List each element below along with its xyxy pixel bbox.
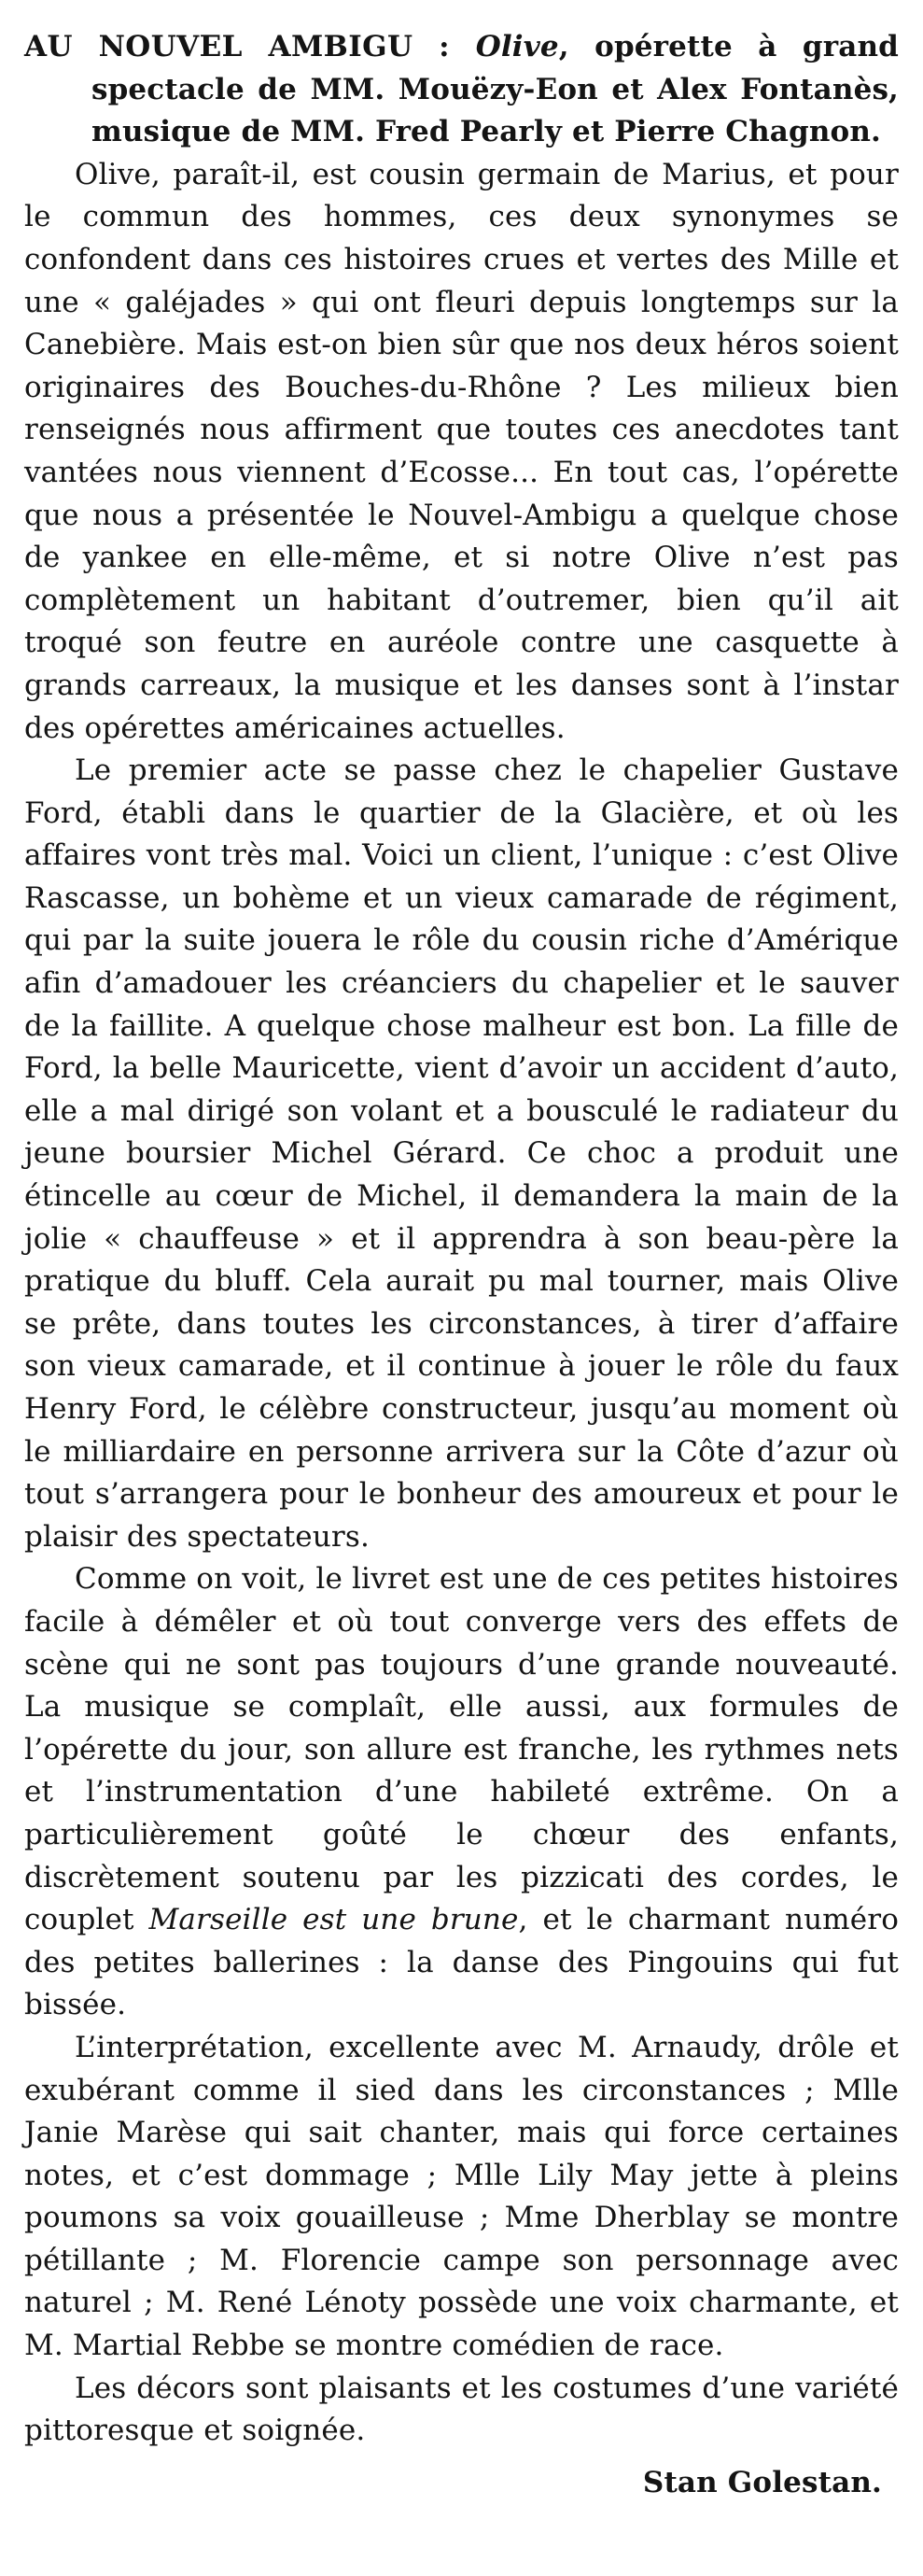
paragraph-intro: Olive, paraît-il, est cousin germain de Marius, et pour le commun des hommes, ces deux synonymes se confondent dans ces histoires crues et vertes des Mille et une « galéjades » qui ont fleuri depuis longtemps sur la Canebière. Mais est-on bien sûr que nos deux héros soient originaires des Bouches-du-Rhône ? Les milieux bien renseignés nous affirment que toutes ces anecdotes tant vantées nous viennent d’Ecosse... En tout cas, l’opérette que nous a présentée le Nouvel-Ambigu a quelque chose de yankee en elle-même, et si notre Olive n’est pas complètement un habitant d’outremer, bien qu’il ait troqué son feutre en auréole contre une casquette à grands carreaux, la musique et les danses sont à l’instar des opérettes américaines actuelles. <box>24 157 899 745</box>
paragraph-music-text-1: Comme on voit, le livret est une de ces petites histoires facile à démêler et où tout converge vers des effets de scène qui ne sont pas toujours d’une grande nouveauté. La musique se complaît, elle aussi, aux formules de l’opérette du jour, son allure est franche, les rythmes nets et l’instrumentation d’une habileté extrême. On a particulièrement goûté le chœur des enfants, discrètement soutenu par les pizzicati des cordes, le couplet <box>24 1562 899 1937</box>
paragraph-cast: L’interprétation, excellente avec M. Arnaudy, drôle et exubérant comme il sied dans les circonstances ; Mlle Janie Marèse qui sait chanter, mais qui force certaines notes, et c’est dommage ; Mlle Lily May jette à pleins poumons sa voix gouailleuse ; Mme Dherblay se montre pétillante ; M. Florencie campe son personnage avec naturel ; M. René Lénoty possède une voix charmante, et M. Martial Rebbe se montre comédien de race. <box>24 2030 899 2363</box>
paragraph-music <box>24 1558 899 2027</box>
article-heading <box>24 26 899 154</box>
author-signature: Stan Golestan. <box>642 2465 882 2499</box>
heading-credits: , opérette à grand spectacle de MM. Mouëzy-Eon et Alex Fontanès, musique de MM. Fred Pearly et Pierre Chagnon. <box>91 30 899 149</box>
paragraph-music-text-2: , et le charmant numéro des petites ballerines : la danse des Pingouins qui fut bissée. <box>24 1903 900 2022</box>
paragraph-plot: Le premier acte se passe chez le chapelier Gustave Ford, établi dans le quartier de la Glacière, et où les affaires vont très mal. Voici un client, l’unique : c’est Olive Rascasse, un bohème et un vieux camarade de régiment, qui par la suite jouera le rôle du cousin riche d’Amérique afin d’amadouer les créanciers du chapelier et le sauver de la faillite. A quelque chose malheur est bon. La fille de Ford, la belle Mauricette, vient d’avoir un accident d’auto, elle a mal dirigé son volant et a bousculé le radiateur du jeune boursier Michel Gérard. Ce choc a produit une étincelle au cœur de Michel, il demandera la main de la jolie « chauffeuse » et il apprendra à son beau-père la pratique du bluff. Cela aurait pu mal tourner, mais Olive se prête, dans toutes les circonstances, à tirer d’affaire son vieux camarade, et il continue à jouer le rôle du faux Henry Ford, le célèbre constructeur, jusqu’au moment où le milliardaire en personne arrivera sur la Côte d’azur où tout s’arrangera pour le bonheur des amoureux et pour le plaisir des spectateurs. <box>24 753 899 1554</box>
heading-venue: AU NOUVEL AMBIGU : <box>24 30 476 63</box>
song-title: Marseille est une brune <box>148 1903 519 1937</box>
paragraph-decor: Les décors sont plaisants et les costumes d’une variété pittoresque et soignée. <box>24 2371 899 2448</box>
heading-title: Olive <box>475 30 559 63</box>
